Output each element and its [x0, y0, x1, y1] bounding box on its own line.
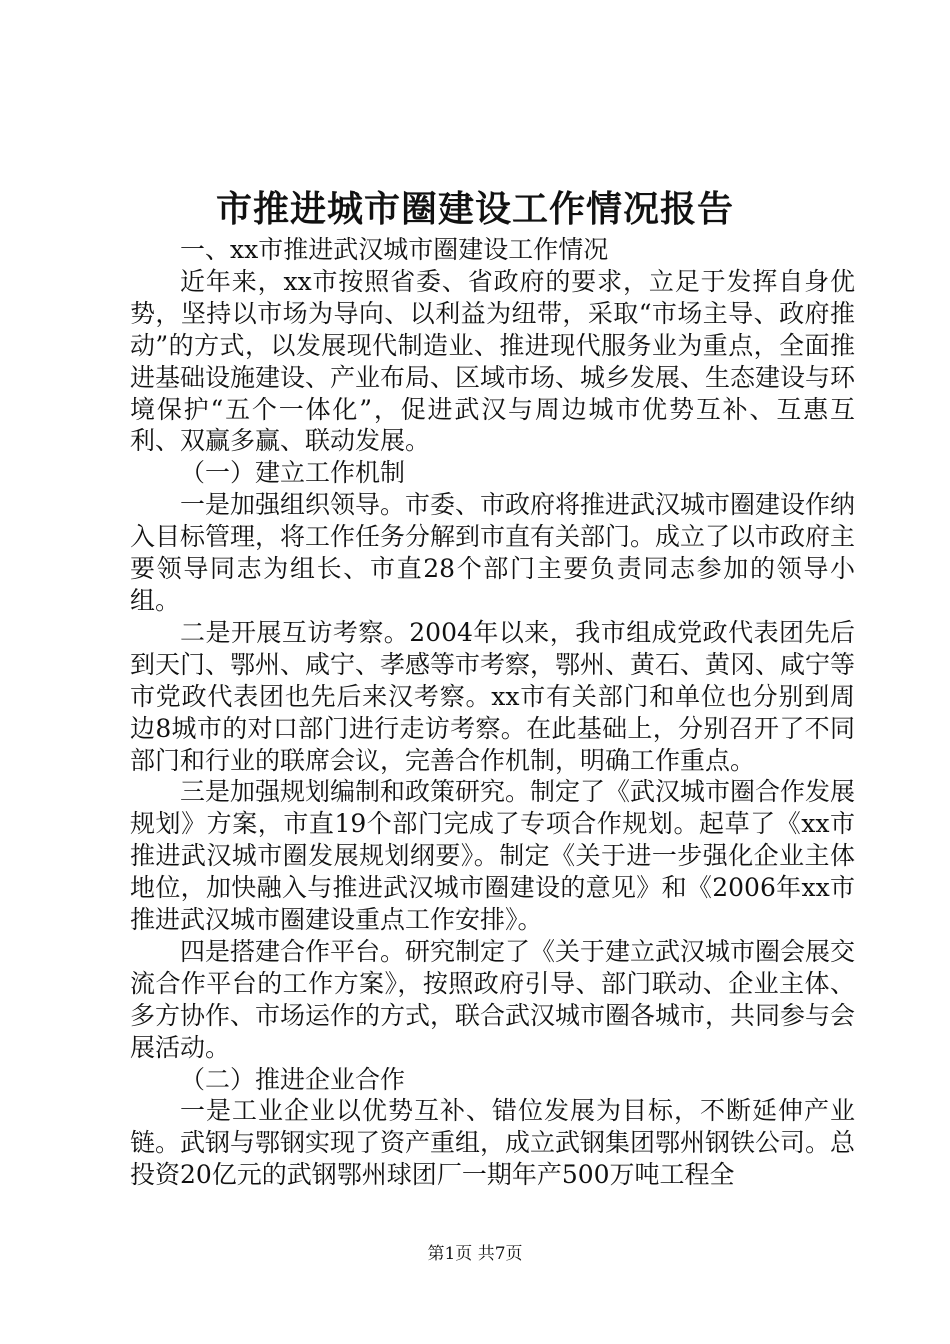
document-title: 市推进城市圈建设工作情况报告: [215, 188, 734, 230]
page-number: 第1页: [427, 1244, 473, 1264]
subsection-heading-1: （一）建立工作机制: [180, 458, 406, 488]
page-footer: [0, 1242, 950, 1266]
paragraph-intro: 近年来，xx市按照省委、省政府的要求，立足于发挥自身优势，坚持以市场为导向、以利益为纽带，采取“市场主导、政府推动”的方式，以发展现代制造业、推进现代服务业为重点，全面推进基础设施建设、产业布局、区域市场、城乡发展、生态建设与环境保护“五个一体化”，促进武汉与周边城市优势互补、互惠互利、双赢多赢、联动发展。: [130, 266, 856, 456]
paragraph-planning: 三是加强规划编制和政策研究。制定了《武汉城市圈合作发展规划》方案，市直19个部门完成了专项合作规划。起草了《xx市推进武汉城市圈发展规划纲要》。制定《关于进一步强化企业主体地位，加快融入与推进武汉城市圈建设的意见》和《2006年xx市推进武汉城市圈建设重点工作安排》。: [130, 777, 856, 935]
paragraph-enterprise: 一是工业企业以优势互补、错位发展为目标，不断延伸产业链。武钢与鄂钢实现了资产重组，成立武钢集团鄂州钢铁公司。总投资20亿元的武钢鄂州球团厂一期年产500万吨工程全: [130, 1096, 856, 1190]
section-heading-1: 一、xx市推进武汉城市圈建设工作情况: [180, 235, 609, 264]
paragraph-organization: 一是加强组织领导。市委、市政府将推进武汉城市圈建设作纳入目标管理，将工作任务分解到市直有关部门。成立了以市政府主要领导同志为组长、市直28个部门主要负责同志参加的领导小组。: [130, 490, 856, 615]
paragraph-platform: 四是搭建合作平台。研究制定了《关于建立武汉城市圈会展交流合作平台的工作方案》，按照政府引导、部门联动、企业主体、多方协作、市场运作的方式，联合武汉城市圈各城市，共同参与会展活动。: [130, 936, 856, 1062]
subsection-heading-2: （二）推进企业合作: [180, 1064, 406, 1094]
page-total: 共7页: [477, 1244, 523, 1264]
paragraph-visits: 二是开展互访考察。2004年以来，我市组成党政代表团先后到天门、鄂州、咸宁、孝感等市考察，鄂州、黄石、黄冈、咸宁等市党政代表团也先后来汉考察。xx市有关部门和单位也分别到周边8城市的对口部门进行走访考察。在此基础上，分别召开了不同部门和行业的联席会议，完善合作机制，明确工作重点。: [130, 617, 856, 775]
document-body: [130, 234, 855, 1191]
